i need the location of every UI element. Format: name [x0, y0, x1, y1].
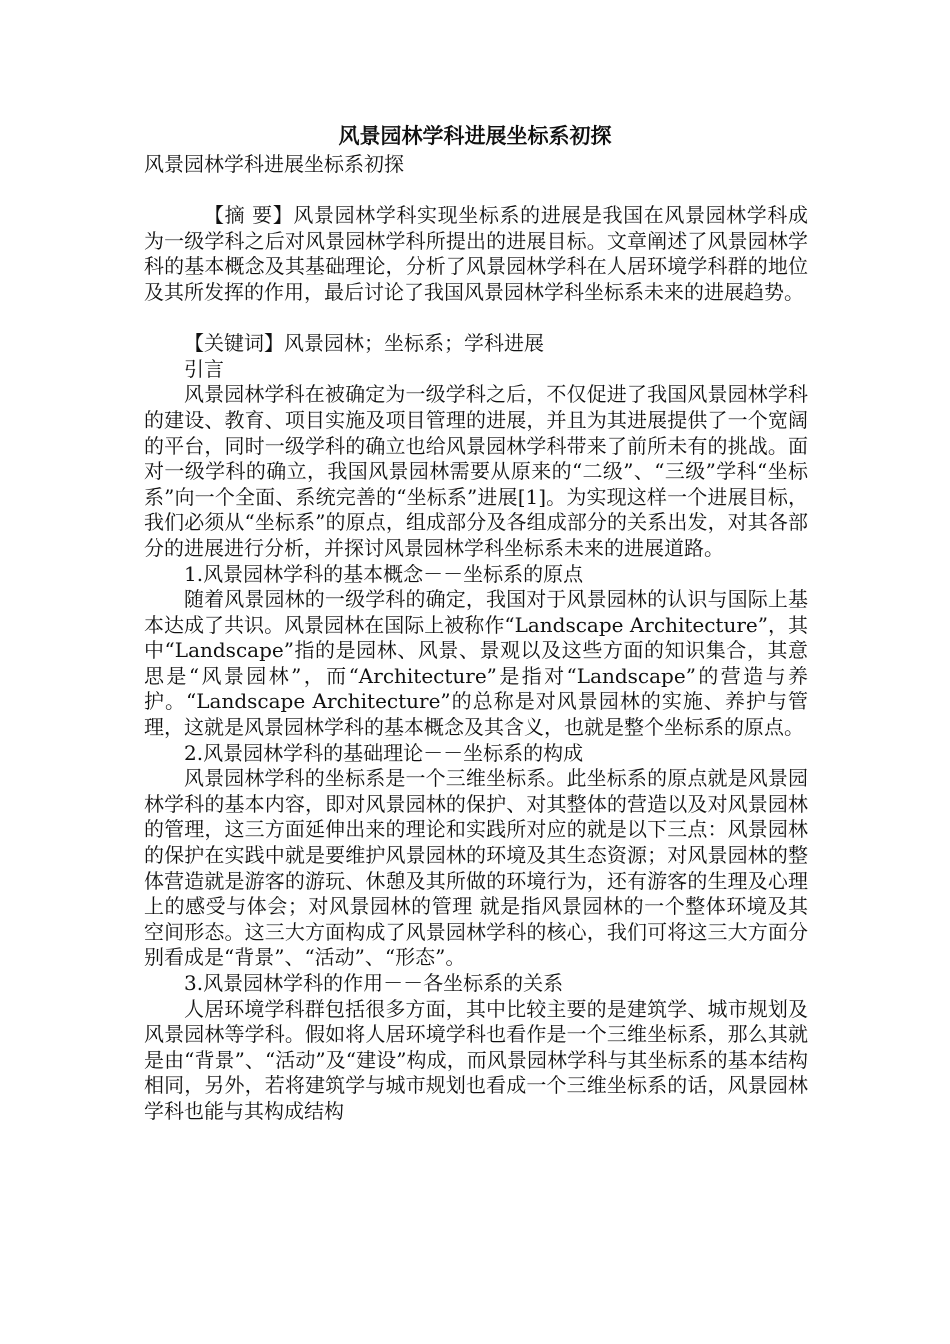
abstract-paragraph: 【摘 要】风景园林学科实现坐标系的进展是我国在风景园林学科成为一级学科之后对风景园林学科所提出的进展目标。文章阐述了风景园林学科的基本概念及其基础理论，分析了风景园林学科在人居环境学科群的地位及其所发挥的作用，最后讨论了我国风景园林学科坐标系未来的进展趋势。	[144, 203, 808, 304]
document-subtitle: 风景园林学科进展坐标系初探	[144, 152, 404, 176]
document-title: 风景园林学科进展坐标系初探	[338, 123, 612, 148]
section-2-heading: 2.风景园林学科的基础理论－－坐标系的构成	[184, 740, 584, 765]
section-2-paragraph: 风景园林学科的坐标系是一个三维坐标系。此坐标系的原点就是风景园林学科的基本内容，即对风景园林的保护、对其整体的营造以及对风景园林的管理，这三方面延伸出来的理论和实践所对应的就是以下三点：风景园林的保护在实践中就是要维护风景园林的环境及其生态资源；对风景园林的整体营造就是游客的游玩、休憩及其所做的环境行为，还有游客的生理及心理上的感受与体会；对风景园林的管理 就是指风景园林的一个整体环境及其空间形态。这三大方面构成了风景园林学科的核心，我们可将这三大方面分别看成是“背景”、“活动”、“形态”。	[144, 766, 808, 970]
section-1-heading: 1.风景园林学科的基本概念－－坐标系的原点	[184, 561, 584, 586]
section-3-heading: 3.风景园林学科的作用－－各坐标系的关系	[184, 971, 564, 995]
blank-line	[144, 178, 808, 204]
section-1-paragraph: 随着风景园林的一级学科的确定，我国对于风景园林的认识与国际上基本达成了共识。风景园林在国际上被称作“Landscape Architecture”，其中“Landscape”指的是园林、风景、景观以及这些方面的知识集合，其意思是“风景园林”，而“Architecture”是指对“Landscape”的营造与养护。“Landscape Architecture”的总称是对风景园林的实施、养护与管理，这就是风景园林学科的基本概念及其含义，也就是整个坐标系的原点。	[144, 587, 808, 740]
intro-paragraph: 风景园林学科在被确定为一级学科之后，不仅促进了我国风景园林学科的建设、教育、项目实施及项目管理的进展，并且为其进展提供了一个宽阔的平台，同时一级学科的确立也给风景园林学科带来了前所未有的挑战。面对一级学科的确立，我国风景园林需要从原来的“二级”、“三级”学科“坐标系”向一个全面、系统完善的“坐标系”进展[1]。为实现这样一个进展目标，我们必须从“坐标系”的原点，组成部分及各组成部分的关系出发，对其各部分的进展进行分析，并探讨风景园林学科坐标系未来的进展道路。	[144, 382, 808, 560]
intro-heading: 引言	[184, 356, 224, 381]
section-3-paragraph: 人居环境学科群包括很多方面，其中比较主要的是建筑学、城市规划及风景园林等学科。假如将人居环境学科也看作是一个三维坐标系，那么其就是由“背景”、“活动”及“建设”构成，而风景园林学科与其坐标系的基本结构相同，另外，若将建筑学与城市规划也看成一个三维坐标系的话，风景园林学科也能与其构成结构	[144, 996, 808, 1123]
blank-line	[144, 306, 808, 332]
keywords-line: 【关键词】风景园林；坐标系；学科进展	[184, 331, 544, 356]
document-body	[144, 152, 808, 1125]
